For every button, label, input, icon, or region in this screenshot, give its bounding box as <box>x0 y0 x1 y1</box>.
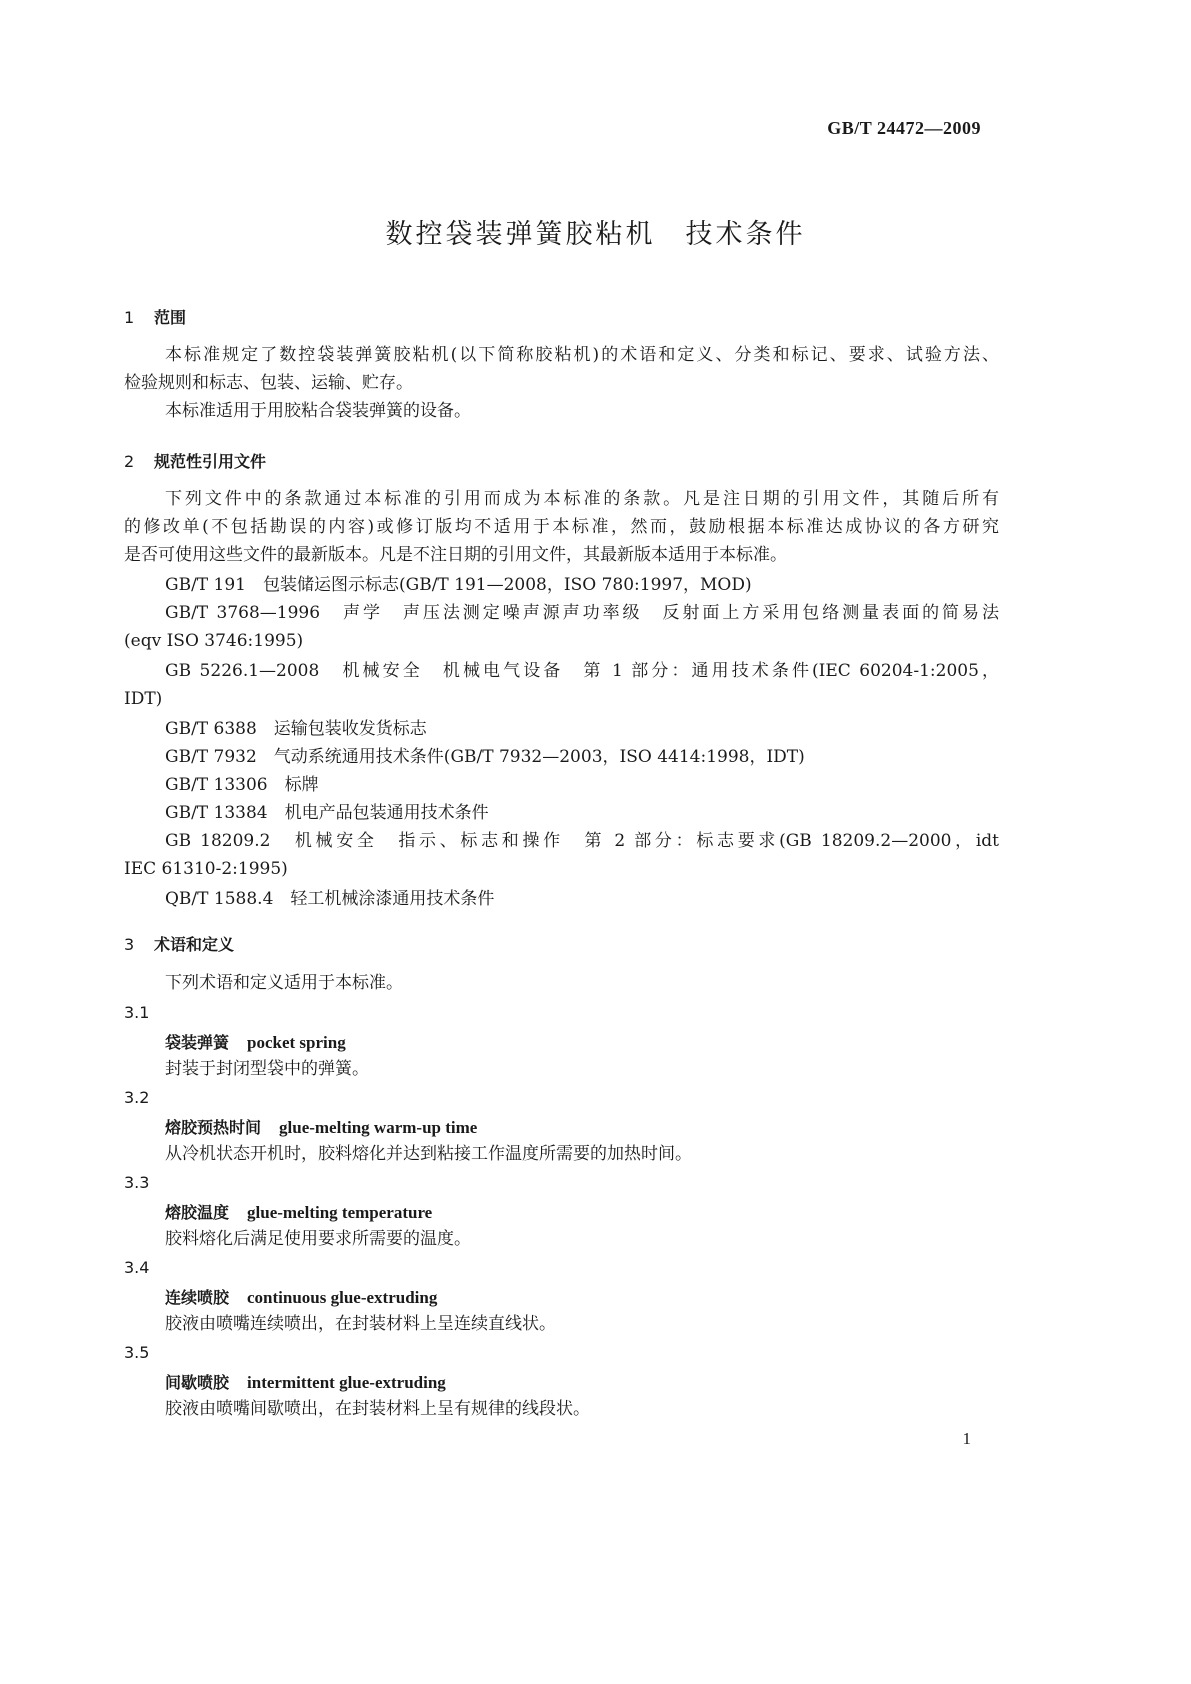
term-heading <box>165 1285 437 1308</box>
term-definition: 封装于封闭型袋中的弹簧。 <box>165 1059 369 1079</box>
section-1-paragraph-1 <box>124 341 999 397</box>
term-heading <box>165 1115 477 1138</box>
reference-item: GB/T 7932 气动系统通用技术条件(GB/T 7932—2003，ISO 4414:1998，IDT) <box>165 747 805 767</box>
term-definition: 胶液由喷嘴连续喷出，在封装材料上呈连续直线状。 <box>165 1314 556 1334</box>
term-chinese: 连续喷胶 <box>165 1288 230 1307</box>
text-line: 下列文件中的条款通过本标准的引用而成为本标准的条款。凡是注日期的引用文件，其随后所有 <box>165 489 999 509</box>
term-number: 3.2 <box>124 1088 150 1107</box>
text-line: GB/T 3768—1996 声学 声压法测定噪声源声功率级 反射面上方采用包络测量表面的简易法 <box>165 603 999 623</box>
reference-item <box>124 599 999 655</box>
section-1-paragraph-2: 本标准适用于用胶粘合袋装弹簧的设备。 <box>165 401 471 421</box>
term-chinese: 袋装弹簧 <box>165 1033 230 1052</box>
term-number: 3.4 <box>124 1258 150 1277</box>
term-english: glue-melting warm-up time <box>279 1118 478 1137</box>
term-heading <box>165 1030 346 1053</box>
term-definition: 胶料熔化后满足使用要求所需要的温度。 <box>165 1229 471 1249</box>
text-line: IEC 61310-2:1995) <box>124 859 288 879</box>
text-line: 检验规则和标志、包装、运输、贮存。 <box>124 373 413 393</box>
section-1-heading <box>124 305 186 328</box>
text-line: 是否可使用这些文件的最新版本。凡是不注日期的引用文件，其最新版本适用于本标准。 <box>124 545 787 565</box>
text-line: 本标准规定了数控袋装弹簧胶粘机(以下简称胶粘机)的术语和定义、分类和标记、要求、试验方法、 <box>165 345 999 365</box>
page-number: 1 <box>962 1429 971 1448</box>
term-english: intermittent glue-extruding <box>247 1373 446 1392</box>
section-number: 3 <box>124 935 135 954</box>
section-2-intro <box>124 485 999 569</box>
document-number: GB/T 24472—2009 <box>827 118 981 138</box>
term-definition: 胶液由喷嘴间歇喷出，在封装材料上呈有规律的线段状。 <box>165 1399 590 1419</box>
section-3-heading <box>124 932 234 955</box>
document-title: 数控袋装弹簧胶粘机 技术条件 <box>385 219 806 250</box>
text-line: 的修改单(不包括勘误的内容)或修订版均不适用于本标准，然而，鼓励根据本标准达成协议的各方研究 <box>124 517 999 537</box>
reference-item: GB/T 191 包装储运图示标志(GB/T 191—2008，ISO 780:1997，MOD) <box>165 575 752 595</box>
reference-item: GB/T 13306 标牌 <box>165 775 319 795</box>
term-number: 3.3 <box>124 1173 150 1192</box>
section-3-intro: 下列术语和定义适用于本标准。 <box>165 973 403 993</box>
term-english: continuous glue-extruding <box>247 1288 438 1307</box>
section-number: 1 <box>124 308 135 327</box>
term-heading <box>165 1370 446 1393</box>
text-line: IDT) <box>124 689 163 709</box>
term-chinese: 熔胶预热时间 <box>165 1118 262 1137</box>
reference-item: QB/T 1588.4 轻工机械涂漆通用技术条件 <box>165 889 495 909</box>
term-english: pocket spring <box>247 1033 346 1052</box>
reference-item <box>124 827 999 883</box>
text-line: GB 18209.2 机械安全 指示、标志和操作 第 2 部分：标志要求(GB 18209.2—2000，idt <box>165 831 999 851</box>
section-number: 2 <box>124 452 135 471</box>
reference-item <box>124 657 999 713</box>
term-chinese: 间歇喷胶 <box>165 1373 230 1392</box>
reference-item: GB/T 6388 运输包装收发货标志 <box>165 719 427 739</box>
section-2-heading <box>124 449 266 472</box>
term-heading <box>165 1200 432 1223</box>
text-line: (eqv ISO 3746:1995) <box>124 631 304 651</box>
term-number: 3.5 <box>124 1343 150 1362</box>
section-title: 术语和定义 <box>154 935 235 954</box>
term-chinese: 熔胶温度 <box>165 1203 230 1222</box>
term-definition: 从冷机状态开机时，胶料熔化并达到粘接工作温度所需要的加热时间。 <box>165 1144 692 1164</box>
text-line: GB 5226.1—2008 机械安全 机械电气设备 第 1 部分：通用技术条件(IEC 60204-1:2005， <box>165 661 999 681</box>
term-number: 3.1 <box>124 1003 150 1022</box>
section-title: 规范性引用文件 <box>154 452 267 471</box>
term-english: glue-melting temperature <box>247 1203 433 1222</box>
section-title: 范围 <box>154 308 187 327</box>
reference-item: GB/T 13384 机电产品包装通用技术条件 <box>165 803 489 823</box>
